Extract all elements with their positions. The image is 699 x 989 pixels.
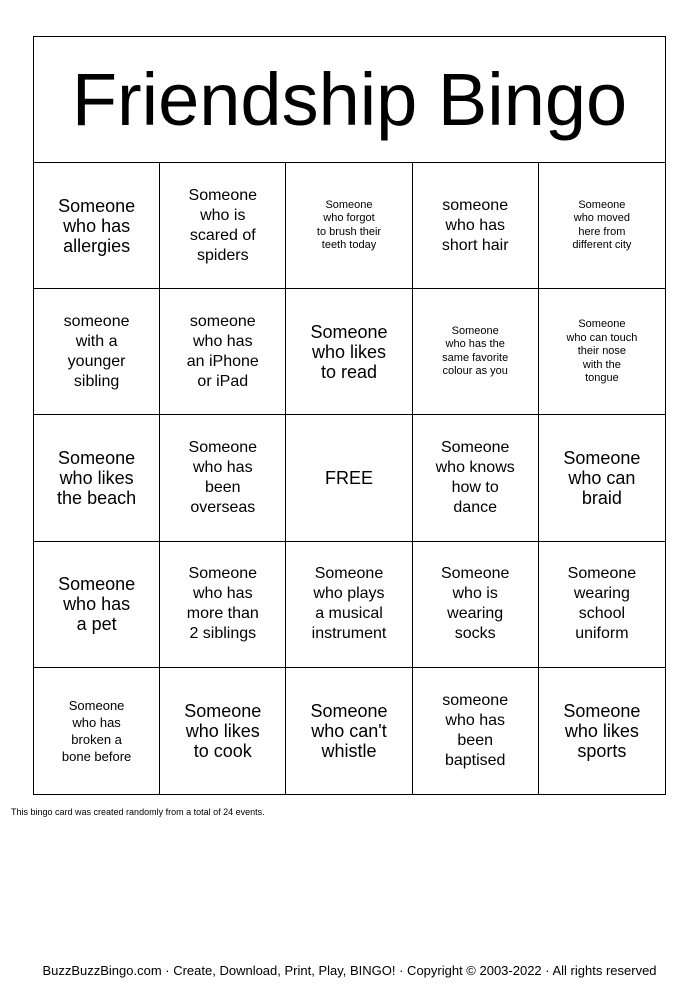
bingo-cell-12 — [160, 415, 286, 541]
bingo-cell-8 — [286, 289, 412, 415]
generation-note: This bingo card was created randomly from a total of 24 events. — [11, 807, 265, 817]
cell-text: Someone who has the same favorite colour as you — [442, 324, 509, 378]
bingo-cell-24 — [413, 668, 539, 794]
bingo-cell-20 — [539, 542, 665, 668]
bingo-cell-10 — [539, 289, 665, 415]
cell-text: Someone who likes to read — [310, 321, 388, 382]
bingo-cell-22 — [160, 668, 286, 794]
cell-text: Someone who likes sports — [563, 700, 641, 761]
cell-text: Someone who has broken a bone before — [61, 697, 132, 764]
card-title: Friendship Bingo — [71, 57, 628, 141]
cell-text: Someone who can braid — [563, 447, 641, 508]
cell-text: Someone who has been overseas — [188, 438, 258, 516]
bingo-cell-25 — [539, 668, 665, 794]
bingo-cell-16 — [34, 542, 160, 668]
bingo-cell-4 — [413, 163, 539, 289]
cell-text: Someone who has more than 2 siblings — [186, 565, 259, 643]
cell-text: Someone who plays a musical instrument — [311, 565, 387, 643]
cell-text: Someone who moved here from different city — [572, 198, 632, 252]
bingo-cell-17 — [160, 542, 286, 668]
bingo-cell-19 — [413, 542, 539, 668]
cell-text: someone who has short hair — [441, 196, 509, 254]
bingo-card — [33, 36, 666, 795]
cell-text: Someone who can't whistle — [310, 700, 388, 761]
bingo-cell-11 — [34, 415, 160, 541]
bingo-cell-23 — [286, 668, 412, 794]
cell-text: Someone who likes the beach — [57, 447, 137, 508]
cell-text: Someone wearing school uniform — [567, 565, 637, 643]
footer-credit: BuzzBuzzBingo.com · Create, Download, Print, Play, BINGO! · Copyright © 2003-2022 · All rights reserved — [42, 963, 657, 978]
cell-text: someone who has an iPhone or iPad — [186, 312, 259, 390]
cell-text: Someone who likes to cook — [184, 700, 262, 761]
bingo-cell-6 — [34, 289, 160, 415]
free-space-cell — [286, 415, 412, 541]
bingo-cell-1 — [34, 163, 160, 289]
cell-text: Someone who forgot to brush their teeth today — [316, 198, 382, 252]
cell-text: Someone who can touch their nose with the tongue — [566, 318, 638, 385]
bingo-cell-9 — [413, 289, 539, 415]
cell-text: Someone who knows how to dance — [435, 438, 515, 516]
bingo-cell-21 — [34, 668, 160, 794]
bingo-cell-7 — [160, 289, 286, 415]
cell-text: someone with a younger sibling — [63, 312, 130, 390]
cell-text: Someone who has allergies — [58, 195, 136, 256]
bingo-cell-15 — [539, 415, 665, 541]
cell-text: Someone who is scared of spiders — [188, 186, 258, 264]
cell-text: Someone who has a pet — [58, 574, 136, 635]
cell-text: someone who has been baptised — [442, 691, 509, 769]
title-box — [34, 37, 665, 163]
bingo-cell-18 — [286, 542, 412, 668]
bingo-cell-3 — [286, 163, 412, 289]
free-space-text: FREE — [324, 467, 373, 488]
cell-text: Someone who is wearing socks — [440, 565, 510, 643]
bingo-cell-2 — [160, 163, 286, 289]
bingo-cell-5 — [539, 163, 665, 289]
bingo-grid — [34, 163, 665, 794]
bingo-cell-14 — [413, 415, 539, 541]
